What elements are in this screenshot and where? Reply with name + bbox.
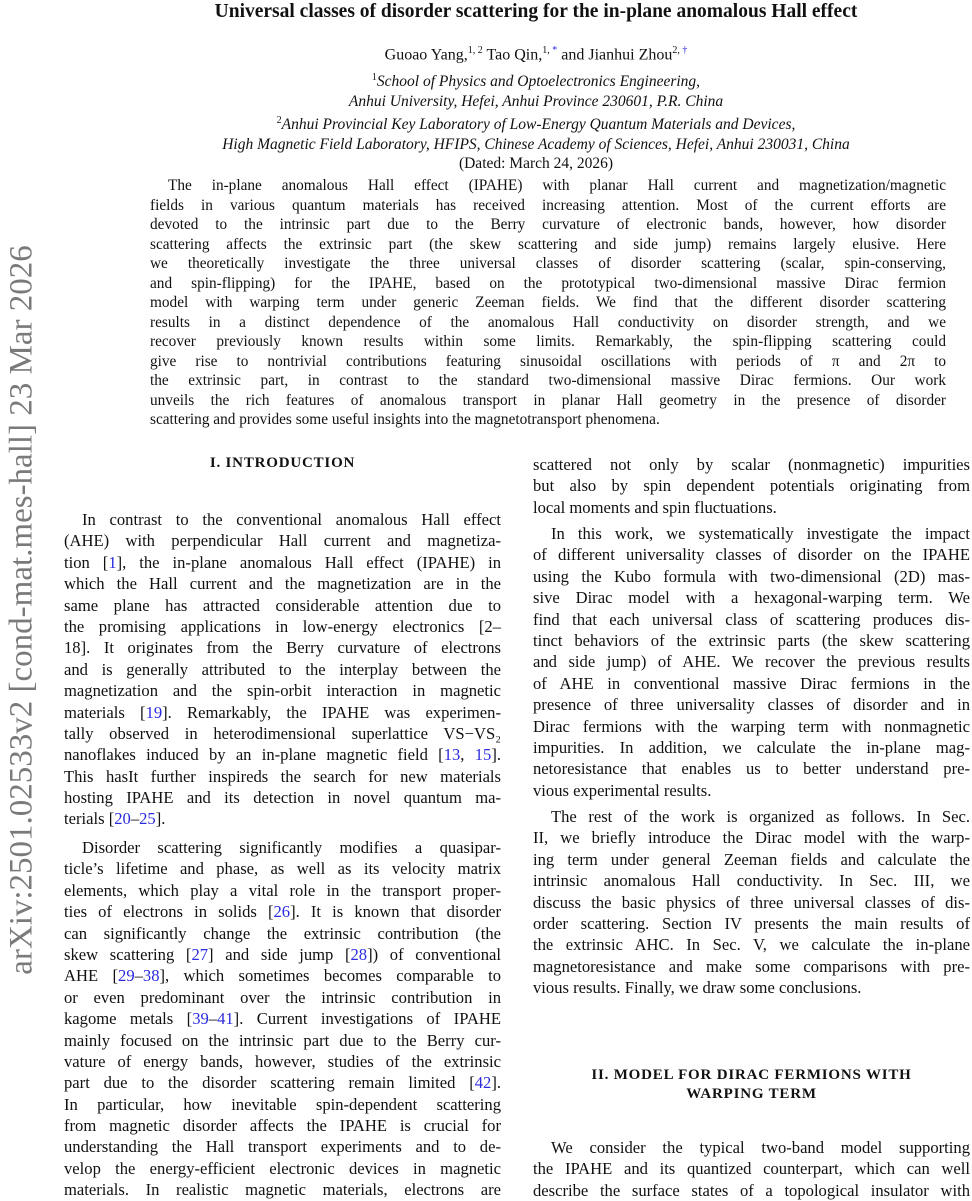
- text-line: vious experimental results.: [533, 780, 712, 800]
- text-line: vious results. Finally, we draw some conclusions.: [533, 978, 862, 998]
- text-line: or even predominant over the intrinsic contribution in: [64, 987, 501, 1007]
- text-line: can significantly change the extrinsic contribution (the: [64, 923, 501, 943]
- text-line: discuss the basic physics of three universal classes of dis-: [533, 892, 970, 912]
- author-affiliation-mark: [542, 45, 557, 56]
- abstract-line: the extrinsic part, in contrast to the standard two-dimensional massive Dirac fermions. Our work: [150, 372, 946, 389]
- text-line: part due to the disorder scattering remain limited [42].: [64, 1073, 501, 1093]
- text-line: This hasIt further inspireds the search for new materials: [64, 766, 501, 786]
- text-line: which the Hall current and the magnetization are in the: [64, 574, 501, 594]
- text-line: scattered not only by scalar (nonmagnetic) impurities: [533, 455, 970, 474]
- text-line: materials. In realistic magnetic materials, electrons are: [64, 1180, 501, 1200]
- abstract: [150, 176, 946, 430]
- heading-line: WARPING TERM: [686, 1086, 817, 1102]
- text-line: impurities. In addition, we calculate the in-plane mag-: [533, 737, 970, 757]
- text-line: the extrinsic AHC. In Sec. V, we calculate the in-plane: [533, 935, 970, 955]
- citation-link[interactable]: 20: [114, 809, 131, 829]
- affiliation-number: 1,: [542, 45, 553, 56]
- text-line: find that each universal class of scattering produces dis-: [533, 609, 970, 629]
- affiliation-line: [100, 135, 972, 154]
- text-line: magnetization and the spin-orbit interaction in magnetic: [64, 681, 501, 701]
- text-line: tinct behaviors of the extrinsic parts (the skew scattering: [533, 630, 970, 650]
- date-line: (Dated: March 24, 2026): [458, 154, 614, 172]
- citation-link[interactable]: 39: [192, 1009, 209, 1029]
- abstract-line: results in a distinct dependence of the anomalous Hall conductivity on disorder strength, and we: [150, 313, 946, 331]
- text-line: same plane has attracted considerable attention due to: [64, 595, 501, 615]
- paragraph: [533, 1137, 970, 1201]
- paragraph: [533, 454, 970, 518]
- text-line: hosting IPAHE and its detection in novel quantum ma-: [64, 788, 501, 808]
- text-line: II, we briefly introduce the Dirac model with the warp-: [533, 828, 970, 848]
- corresponding-author-link[interactable]: †: [682, 45, 688, 56]
- text-line: from magnetic disorder affects the IPAHE is crucial for: [64, 1116, 501, 1136]
- text-line: intrinsic anomalous Hall conductivity. In Sec. III, we: [533, 871, 970, 891]
- author-list: [100, 41, 972, 65]
- abstract-line: we theoretically investigate the three universal classes of disorder scattering (scalar, spin-conserving,: [150, 255, 946, 272]
- text-line: and is generally attributed to the interplay between the: [64, 659, 501, 679]
- section-heading: [533, 1066, 970, 1104]
- text-line: (AHE) with perpendicular Hall current and magnetiza-: [64, 531, 501, 551]
- abstract-line: model with warping term under generic Zeeman fields. We find that the different disorder scattering: [150, 294, 946, 311]
- affiliation-number: 2: [276, 114, 282, 126]
- author-name: and Jianhui Zhou: [561, 46, 673, 64]
- text-line: elements, which play a vital role in the transport proper-: [64, 880, 501, 900]
- citation-link[interactable]: 27: [191, 944, 209, 964]
- citation-link[interactable]: 15: [474, 745, 492, 765]
- text-line: vature of energy bands, however, studies of the extrinsic: [64, 1051, 501, 1071]
- text-line: of AHE in conventional massive Dirac fermions in the: [533, 673, 970, 693]
- text-line: materials [19]. Remarkably, the IPAHE was experimen-: [64, 702, 501, 722]
- abstract-line: devoted to the intrinsic part due to the Berry curvature of electronic bands, however, how disorder: [150, 216, 946, 233]
- text-line: describe the surface states of a topological insulator with: [533, 1180, 970, 1200]
- heading-line: II. MODEL FOR DIRAC FERMIONS WITH: [591, 1067, 912, 1083]
- text-line: tally observed in heterodimensional superlattice VS−VS₂: [64, 723, 501, 743]
- affiliation-line: [100, 68, 972, 92]
- text-line: presence of three universality classes of disorder and in: [533, 695, 970, 715]
- abstract-line: unveils the rich features of anomalous transport in planar Hall geometry in the presence of disorder: [150, 391, 946, 409]
- heading-line: I. INTRODUCTION: [209, 455, 356, 471]
- text-line: ties of electrons in solids [26]. It is known that disorder: [64, 902, 501, 922]
- abstract-line: and spin-flipping) for the IPAHE, based on the prototypical two-dimensional massive Dirac fermion: [150, 274, 946, 292]
- text-line: In contrast to the conventional anomalous Hall effect: [82, 510, 501, 529]
- text-line: nanoflakes induced by an in-plane magnetic field [13, 15].: [64, 745, 501, 765]
- text-line: and side jump) of AHE. We recover the previous results: [533, 652, 970, 672]
- text-line: ing term under general Zeeman fields and calculate the: [533, 849, 970, 869]
- text-line: tion [1], the in-plane anomalous Hall effect (IPAHE) in: [64, 552, 501, 572]
- text-line: velop the energy-efficient electronic devices in magnetic: [64, 1158, 501, 1178]
- affiliation-line: [100, 92, 972, 111]
- text-line: the promising applications in low-energy electronics [2–: [64, 616, 501, 636]
- abstract-line: fields in various quantum materials has received increasing attention. Most of the current efforts are: [150, 196, 946, 214]
- text-line: order scattering. Section IV presents the main results of: [533, 913, 970, 933]
- citation-link[interactable]: 29: [118, 966, 135, 986]
- abstract-line: The in-plane anomalous Hall effect (IPAHE) with planar Hall current and magnetization/magnetic: [168, 177, 946, 194]
- citation-link[interactable]: 41: [217, 1009, 234, 1029]
- citation-link[interactable]: 1: [108, 552, 117, 572]
- paragraph: [64, 509, 501, 830]
- paragraph: [64, 837, 501, 1201]
- text-line: the IPAHE and its quantized counterpart, which can well: [533, 1159, 970, 1179]
- text-line: ticle’s lifetime and phase, as well as its velocity matrix: [64, 859, 501, 879]
- text-line: using the Kubo formula with two-dimensional (2D) mas-: [533, 566, 970, 586]
- paragraph: [533, 523, 970, 801]
- corresponding-author-link[interactable]: *: [552, 45, 558, 56]
- affiliation-text: School of Physics and Optoelectronics Engineering,: [376, 73, 701, 91]
- abstract-line: scattering affects the extrinsic part (the skew scattering and side jump) remains largely elusive. Here: [150, 235, 946, 253]
- citation-link[interactable]: 28: [350, 944, 368, 964]
- text-line: local moments and spin fluctuations.: [533, 497, 777, 517]
- text-line: We consider the typical two-band model supporting: [551, 1138, 970, 1157]
- text-line: of different universality classes of disorder on the IPAHE: [533, 545, 970, 565]
- affiliation-number: 1: [371, 72, 377, 83]
- affiliation-text: High Magnetic Field Laboratory, HFIPS, Chinese Academy of Sciences, Hefei, Anhui 230031, China: [222, 135, 850, 153]
- citation-link[interactable]: 38: [142, 966, 160, 986]
- citation-link[interactable]: 19: [145, 702, 163, 722]
- citation-link[interactable]: 25: [139, 809, 156, 829]
- affiliation-text: Anhui Provincial Key Laboratory of Low-Energy Quantum Materials and Devices,: [281, 116, 796, 134]
- citation-link[interactable]: 26: [273, 902, 291, 922]
- text-line: kagome metals [39–41]. Current investigations of IPAHE: [64, 1009, 501, 1029]
- text-line: sive Dirac model with a hexagonal-warping term. We: [533, 588, 970, 608]
- paragraph: [533, 806, 970, 999]
- affiliation-number: 2,: [672, 45, 683, 56]
- section-heading: [64, 454, 501, 473]
- abstract-line: scattering and provides some useful insights into the magnetotransport phenomena.: [150, 411, 660, 428]
- abstract-line: recover previously known results within some limits. Remarkably, the spin-flipping scattering could: [150, 333, 946, 350]
- text-line: The rest of the work is organized as follows. In Sec.: [551, 807, 970, 826]
- text-line: AHE [29–38], which sometimes becomes comparable to: [64, 966, 501, 986]
- author-affiliation-mark: [672, 45, 687, 56]
- text-line: In particular, how inevitable spin-dependent scattering: [64, 1094, 501, 1114]
- affiliations: [100, 68, 972, 173]
- text-line: magnetoresistance and make some comparisons with pre-: [533, 956, 970, 976]
- text-line: terials [20–25].: [64, 809, 166, 829]
- affiliation-text: Anhui University, Hefei, Anhui Province 230601, P.R. China: [348, 92, 724, 110]
- abstract-line: give rise to nontrivial contributions featuring sinusoidal oscillations with periods of π and 2π to: [150, 352, 946, 370]
- text-line: mainly focused on the intrinsic part due to the Berry cur-: [64, 1030, 501, 1050]
- text-line: Disorder scattering significantly modifies a quasipar-: [82, 838, 501, 857]
- text-line: skew scattering [27] and side jump [28]) of conventional: [64, 944, 501, 964]
- text-line: In this work, we systematically investigate the impact: [551, 524, 970, 543]
- text-line: Dirac fermions with the warping term with nonmagnetic: [533, 716, 970, 736]
- text-line: 18]. It originates from the Berry curvature of electrons: [64, 638, 501, 658]
- author-affiliation-mark: 1, 2: [467, 45, 483, 56]
- citation-link[interactable]: 42: [474, 1073, 492, 1093]
- text-line: but also by spin dependent potentials originating from: [533, 476, 970, 496]
- citation-link[interactable]: 13: [443, 745, 461, 765]
- paper-title: Universal classes of disorder scattering for the in-plane anomalous Hall effect: [214, 1, 858, 22]
- author-name: Tao Qin,: [486, 46, 543, 64]
- author-name: Guoao Yang,: [384, 46, 468, 64]
- affiliation-line: [100, 111, 972, 135]
- text-line: netoresistance that enables us to better understand pre-: [533, 759, 970, 779]
- arxiv-identifier-stamp: arXiv:2501.02533v2 [cond-mat.mes-hall] 23 Mar 2026: [3, 245, 40, 975]
- text-line: understanding the Hall transport experiments and to de-: [64, 1137, 501, 1157]
